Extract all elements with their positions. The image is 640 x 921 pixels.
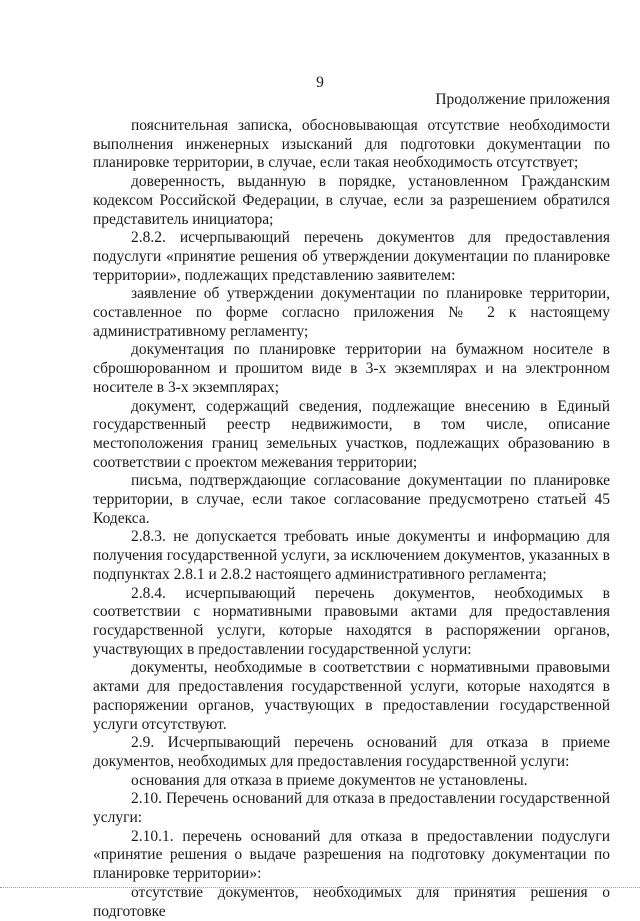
paragraph: доверенность, выданную в порядке, установленном Гражданским кодексом Российской Федерации, в случае, если за разрешением обратился представитель инициатора;: [93, 173, 610, 228]
paragraph: 2.8.2. исчерпывающий перечень документов для предоставления подуслуги «принятие решения об утверждении документации по планировке территории», подлежащих представлению заявителем:: [93, 229, 610, 284]
paragraph: пояснительная записка, обосновывающая отсутствие необходимости выполнения инженерных изысканий для подготовки документации по планировке территории, в случае, если такая необходимость отсутствует;: [93, 117, 610, 172]
paragraph: документация по планировке территории на бумажном носителе в сброшюрованном и прошитом виде в 3-х экземплярах и на электронном носителе в 3-х экземплярах;: [93, 341, 610, 396]
scan-edge-divider: [0, 887, 640, 889]
paragraph: 2.10. Перечень оснований для отказа в предоставлении государственной услуги:: [93, 790, 610, 827]
paragraph: отсутствие документов, необходимых для принятия решения о подготовке: [93, 883, 610, 920]
paragraph: письма, подтверждающие согласование документации по планировке территории, в случае, если такое согласование предусмотрено статьей 45 Кодекса.: [93, 472, 610, 527]
paragraph: заявление об утверждении документации по планировке территории, составленное по форме согласно приложения № 2 к настоящему административному регламенту;: [93, 285, 610, 340]
continuation-heading: Продолжение приложения: [435, 91, 610, 108]
paragraph: документ, содержащий сведения, подлежащие внесению в Единый государственный реестр недвижимости, в том числе, описание местоположения границ земельных участков, подлежащих образованию в соответствии с проектом межевания территории;: [93, 397, 610, 471]
page-number: 9: [316, 74, 324, 91]
document-body: [93, 117, 610, 921]
paragraph: 2.10.1. перечень оснований для отказа в предоставлении подуслуги «принятие решения о выдаче разрешения на подготовку документации по планировке территории»:: [93, 827, 610, 883]
paragraph: 2.9. Исчерпывающий перечень оснований для отказа в приеме документов, необходимых для предоставления государственной услуги:: [93, 734, 610, 770]
paragraph: 2.8.4. исчерпывающий перечень документов, необходимых в соответствии с нормативными правовыми актами для предоставления государственной услуги, которые находятся в распоряжении органов, участвующих в предоставлении государственной услуги:: [93, 584, 610, 658]
paragraph: 2.8.3. не допускается требовать иные документы и информацию для получения государственной услуги, за исключением документов, указанных в подпунктах 2.8.1 и 2.8.2 настоящего административного регламента;: [93, 528, 610, 583]
paragraph: основания для отказа в приеме документов не установлены.: [131, 771, 528, 789]
paragraph: документы, необходимые в соответствии с нормативными правовыми актами для предоставления государственной услуги, которые находятся в распоряжении органов, участвующих в предоставлении государственной услуги отсутствуют.: [93, 659, 610, 733]
